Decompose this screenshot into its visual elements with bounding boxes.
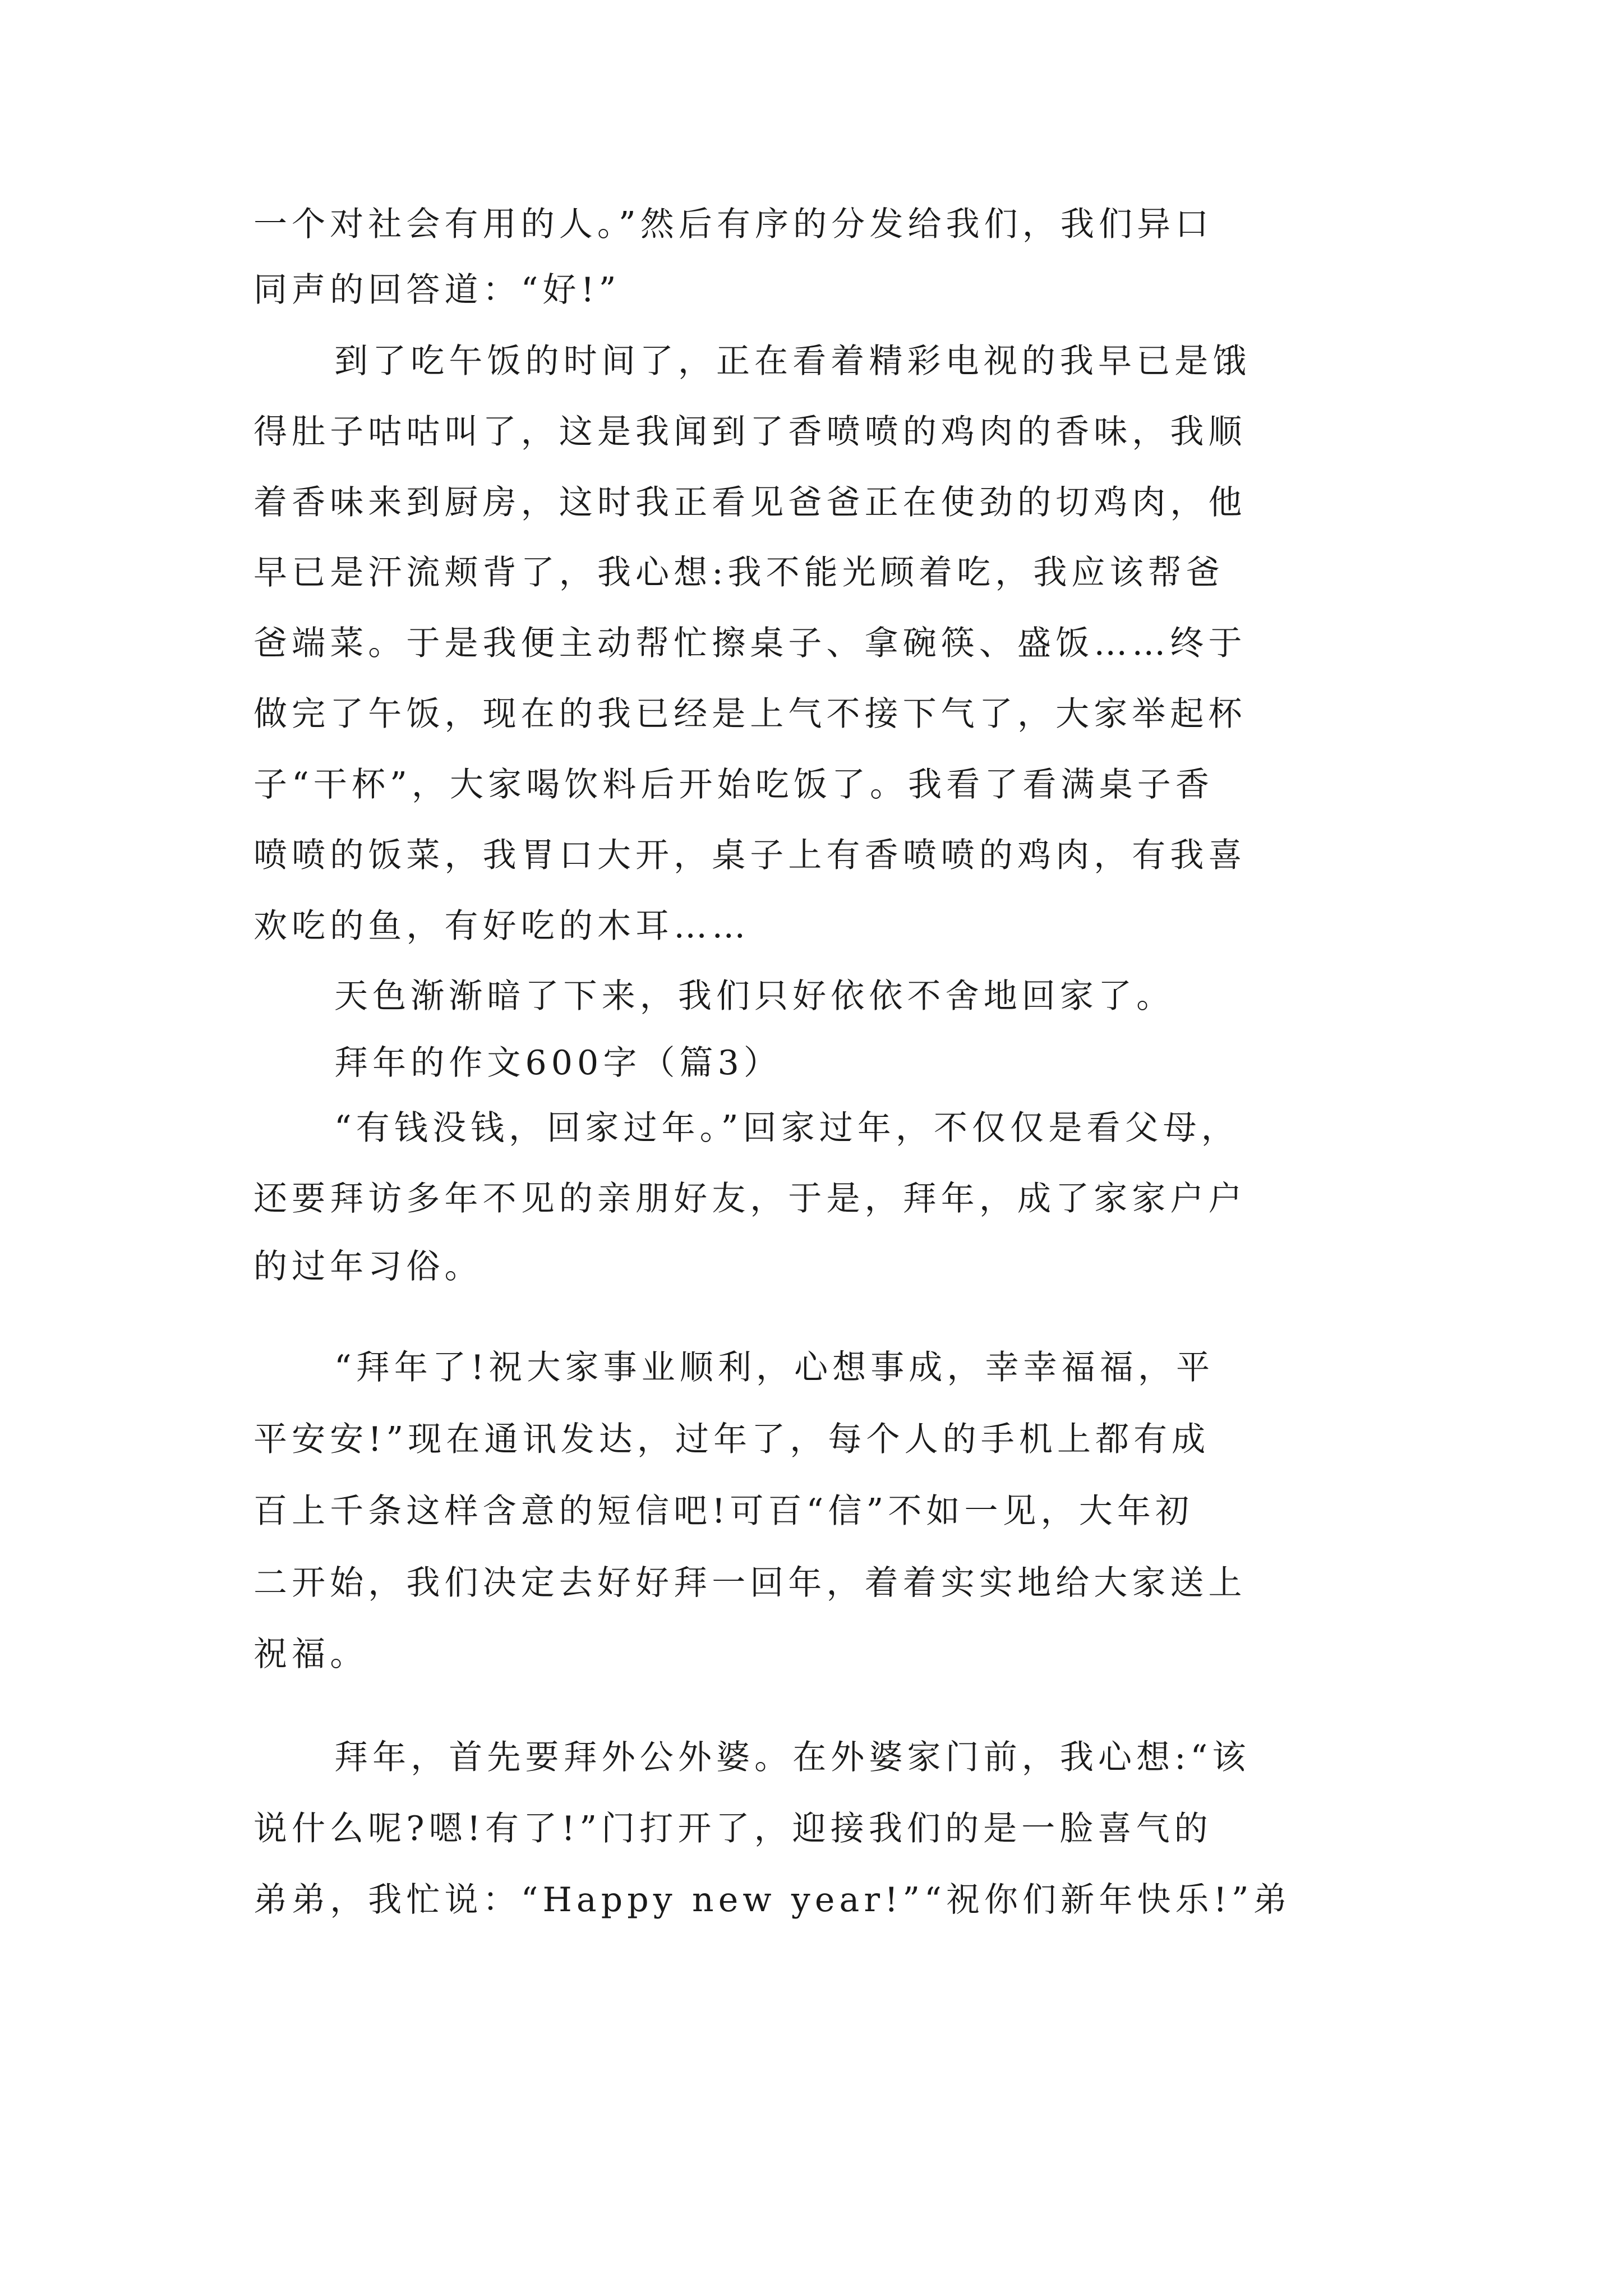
text-line: 平安安!”现在通讯发达，过年了，每个人的手机上都有成 xyxy=(253,1420,1210,1459)
document-body xyxy=(253,199,1386,2174)
text-line: 着香味来到厨房，这时我正看见爸爸正在使劲的切鸡肉，他 xyxy=(253,483,1247,522)
text-line: 同声的回答道：“好!” xyxy=(253,270,621,310)
text-line: 做完了午饭，现在的我已经是上气不接下气了，大家举起杯 xyxy=(253,694,1247,734)
text-line: 到了吃午饭的时间了，正在看着精彩电视的我早已是饿 xyxy=(334,342,1251,381)
text-line: 爸端菜。于是我便主动帮忙擦桌子、拿碗筷、盛饭……终于 xyxy=(253,624,1247,663)
text-line: 说什么呢?嗯!有了!”门打开了，迎接我们的是一脸喜气的 xyxy=(253,1809,1212,1848)
text-line: “拜年了!祝大家事业顺利，心想事成，幸幸福福，平 xyxy=(334,1348,1215,1387)
text-line: 喷喷的饭菜，我胃口大开，桌子上有香喷喷的鸡肉，有我喜 xyxy=(253,836,1247,875)
text-line: 祝福。 xyxy=(253,1635,368,1674)
text-line: 还要拜访多年不见的亲朋好友，于是，拜年，成了家家户户 xyxy=(253,1179,1247,1218)
text-line: 天色渐渐暗了下来，我们只好依依不舍地回家了。 xyxy=(334,977,1175,1016)
text-line: 二开始，我们决定去好好拜一回年，着着实实地给大家送上 xyxy=(253,1563,1247,1603)
text-line: 子“干杯”，大家喝饮料后开始吃饭了。我看了看满桌子香 xyxy=(253,765,1214,804)
text-line: 的过年习俗。 xyxy=(253,1247,483,1286)
text-line: 一个对社会有用的人。”然后有序的分发给我们，我们异口 xyxy=(253,205,1214,244)
section-heading: 拜年的作文600字（篇3） xyxy=(334,1043,782,1083)
text-line: 百上千条这样含意的短信吧!可百“信”不如一见，大年初 xyxy=(253,1492,1194,1531)
text-line: 欢吃的鱼，有好吃的木耳…… xyxy=(253,907,750,946)
text-line: 得肚子咕咕叫了，这是我闻到了香喷喷的鸡肉的香味，我顺 xyxy=(253,412,1247,452)
text-line: 早已是汗流颊背了，我心想:我不能光顾着吃，我应该帮爸 xyxy=(253,553,1224,592)
text-line: “有钱没钱，回家过年。”回家过年，不仅仅是看父母， xyxy=(334,1108,1239,1148)
text-line: 弟弟，我忙说：“Happy new year!”“祝你们新年快乐!”弟 xyxy=(253,1880,1292,1920)
text-line: 拜年，首先要拜外公外婆。在外婆家门前，我心想:“该 xyxy=(334,1738,1251,1777)
